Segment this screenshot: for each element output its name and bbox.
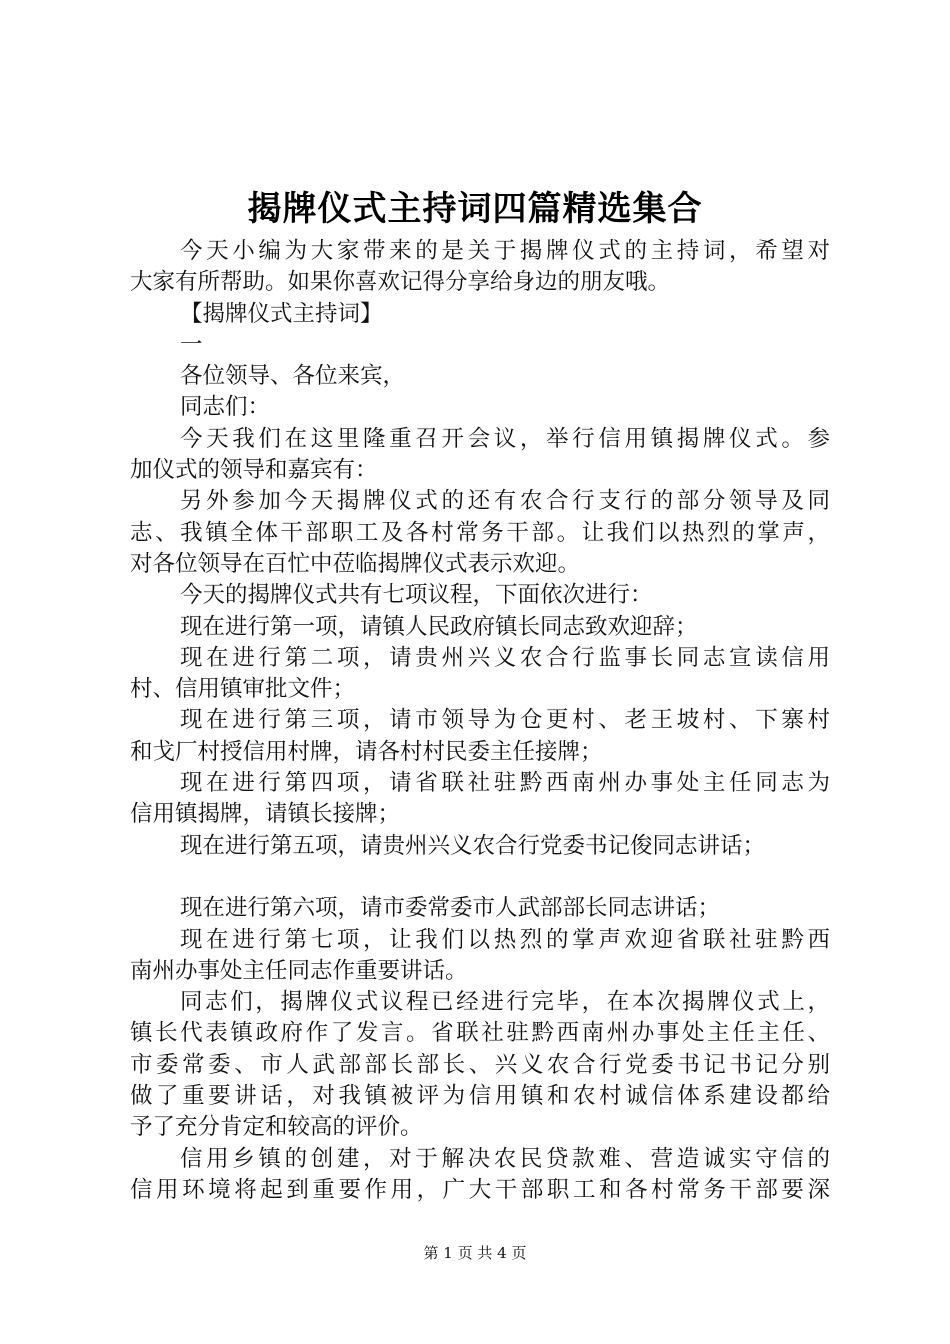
text-line: 另外参加今天揭牌仪式的还有农合行支行的部分领导及同: [180, 488, 830, 515]
text-line: 现在进行第四项，请省联社驻黔西南州办事处主任同志为: [180, 770, 830, 797]
text-line: 今天小编为大家带来的是关于揭牌仪式的主持词，希望对: [180, 238, 830, 264]
text-line: 信用乡镇的创建，对于解决农民贷款难、营造诚实守信的: [180, 1145, 830, 1172]
text-line: 现在进行第一项，请镇人民政府镇长同志致欢迎辞；: [180, 613, 698, 640]
text-line: 镇长代表镇政府作了发言。省联社驻黔西南州办事处主任主任、: [130, 1020, 830, 1047]
text-line: 现在进行第三项，请市领导为仓更村、老王坡村、下寨村: [180, 707, 830, 734]
text-line: 加仪式的领导和嘉宾有：: [130, 457, 378, 484]
text-line: 今天我们在这里隆重召开会议，举行信用镇揭牌仪式。参: [180, 425, 830, 452]
text-line: 对各位领导在百忙中莅临揭牌仪式表示欢迎。: [130, 550, 581, 577]
text-line: 大家有所帮助。如果你喜欢记得分享给身边的朋友哦。: [130, 269, 671, 296]
text-line: 志、我镇全体干部职工及各村常务干部。让我们以热烈的掌声，: [130, 519, 830, 546]
text-line: 现在进行第六项，请市委常委市人武部部长同志讲话；: [180, 895, 721, 922]
text-line: 现在进行第五项，请贵州兴义农合行党委书记俊同志讲话；: [180, 832, 766, 859]
text-line: 【揭牌仪式主持词】: [180, 300, 383, 327]
text-line: 各位领导、各位来宾，: [180, 363, 406, 390]
text-line: 信用环境将起到重要作用，广大干部职工和各村常务干部要深: [130, 1176, 830, 1203]
text-line: [130, 862, 830, 893]
text-line: 市委常委、市人武部部长部长、兴义农合行党委书记书记分别: [130, 1051, 830, 1078]
text-line: 同志们，揭牌仪式议程已经进行完毕，在本次揭牌仪式上，: [180, 989, 830, 1016]
document-title: 揭牌仪式主持词四篇精选集合: [247, 189, 703, 229]
text-line: 做了重要讲话，对我镇被评为信用镇和农村诚信体系建设都给: [130, 1083, 830, 1110]
text-line: 一: [180, 331, 203, 358]
text-line: 今天的揭牌仪式共有七项议程，下面依次进行：: [180, 582, 653, 609]
document-body: [130, 236, 830, 1206]
text-line: 予了充分肯定和较高的评价。: [130, 1114, 423, 1141]
text-line: 同志们：: [180, 394, 271, 421]
page-footer: 第 1 页 共 4 页: [423, 1244, 527, 1262]
text-line: 和戈厂村授信用村牌，请各村村民委主任接牌；: [130, 738, 603, 765]
text-line: 南州办事处主任同志作重要讲话。: [130, 957, 468, 984]
text-line: 现在进行第二项，请贵州兴义农合行监事长同志宣读信用: [180, 644, 830, 671]
text-line: 现在进行第七项，让我们以热烈的掌声欢迎省联社驻黔西: [180, 926, 830, 953]
text-line: 村、信用镇审批文件；: [130, 676, 356, 703]
text-line: 信用镇揭牌，请镇长接牌；: [130, 801, 401, 828]
